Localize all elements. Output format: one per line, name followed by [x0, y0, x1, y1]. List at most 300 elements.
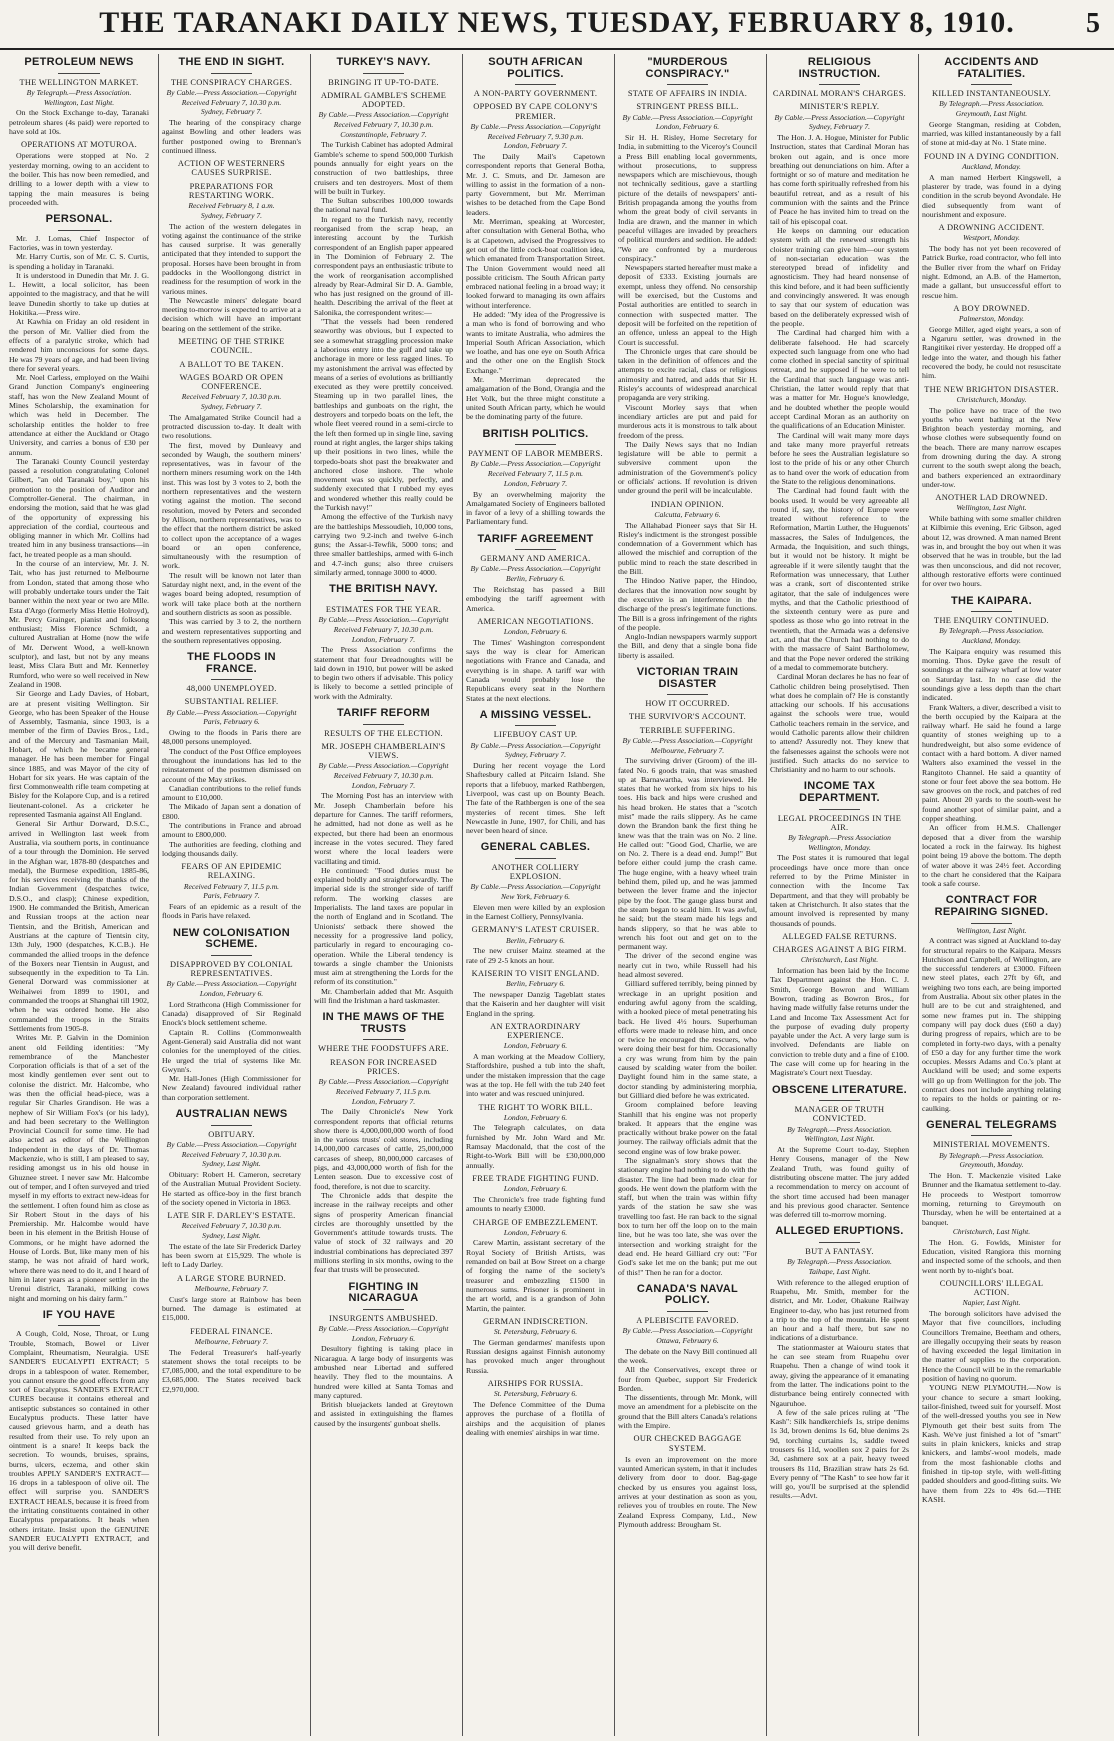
body-paragraph: Viscount Morley says that when incendiary articles are put and paid for murderous acts it is monstrous to talk about freedom of the press. — [618, 402, 757, 440]
subheading: MR. JOSEPH CHAMBERLAIN'S VIEWS. — [321, 741, 446, 761]
dateline: London, February 7. — [351, 1096, 416, 1106]
body-paragraph: The Allahabad Pioneer says that Sir H. Risley's indictment is the strongest possible condemnation of a Government which has allowed the mischief and corruption of the public mind to reach the state described in the Bill. — [618, 520, 757, 577]
article — [314, 581, 453, 701]
dateline: Received February 7, 10.30 p.m. — [333, 624, 434, 634]
body-paragraph: The Turkish Cabinet has adopted Admiral Gamble's scheme to spend 500,000 Turkish pounds annually for eight years on the construction of two battleships, three cruisers and ten destroyers. Most of them will be built in Turkey. — [314, 140, 453, 196]
headline-rule — [819, 809, 861, 810]
subheading: THE CONSPIRACY CHARGES. — [170, 77, 293, 87]
subheading: OBITUARY. — [208, 1129, 255, 1139]
dateline: Wellington, Last Night. — [956, 503, 1027, 513]
subheading: WHERE THE FOODSTUFFS ARE. — [318, 1044, 449, 1054]
article-headline: PERSONAL. — [45, 213, 113, 226]
article — [466, 707, 605, 836]
body-paragraph: George Stangman, residing at Cobden, married, was killed instantaneously by a fall of stone at mid-day at No. 1 State mine. — [922, 119, 1061, 148]
article — [314, 54, 453, 577]
dateline: London, February 6. — [503, 1041, 568, 1051]
body-paragraph: The conduct of the Post Office employees throughout the inundations has led to the reinstatement of the postmen dismissed on account of the May strikes. — [162, 746, 301, 784]
article — [9, 211, 149, 1303]
dateline: Taihape, Last Night. — [808, 1266, 871, 1276]
dateline: Christchurch, Last Night. — [952, 1226, 1031, 1236]
body-paragraph: The body has not yet been recovered of Patrick Burke, road contractor, who fell into the Buller river from the wharf on Friday night. Edmond, an A.B. of the Hamerton, made a gallant, but unsuccessful effort to rescue him. — [922, 244, 1061, 300]
subheading: INDIAN OPINION. — [651, 499, 724, 509]
dateline: London, February 7. — [503, 478, 568, 488]
article — [162, 649, 301, 921]
headline-rule — [363, 73, 405, 74]
dateline: Received February 7, 11.5 p.m. — [183, 881, 280, 891]
body-paragraph: Mr. Noel Carless, employed on the Waihi Grand Junction Company's engineering staff, has won the New Zealand Mount of Mines Scholarship, the examination for which was held in December. The scholarship entitles the holder to free attendance at either the Auckland or Otago University, and carries a bonus of £30 per annum. — [9, 373, 149, 457]
dateline: By Telegraph.—Press Association. — [939, 626, 1044, 636]
dateline: Calcutta, February 6. — [654, 509, 721, 519]
dateline: Melbourne, February 7. — [194, 1283, 269, 1293]
dateline: Greymouth, Last Night. — [955, 109, 1028, 119]
subheading: BRINGING IT UP-TO-DATE. — [328, 77, 439, 87]
headline-rule — [819, 84, 861, 85]
body-paragraph: Owing to the floods in Paris there are 48,000 persons unemployed. — [162, 728, 301, 747]
body-paragraph: Is even an improvement on the more vaunted American system, in that it includes delivery from door to door. Bag-gage checked by us ensures you against loss, arrives at your destination as soon as you, relieves you of troubles en route. The New Zealand Express Company, Ltd., New Plymouth address: Brougham St. — [618, 1454, 757, 1529]
body-paragraph: Writes Mr. P. Galvin in the Dominion anent old Feilding identities: "My remembrance of the Manchester Corporation officials is that of a set of the most kindly gentlemen ever sent out to colonise the district. Mr. Halcombe, who was then the official head-piece, was a regular Sir Charles Grandison. He was a nephew of Sir William Fox's (or his lady), and had been secretary to the Wellington Provincial Council for some time. He had also acted as editor of the Wellington Independent in the days of Dr. Thomas Mackenzie, who is still, I am pleased to say, residing amongst us in his old house in Ghuznee street. I never saw Mr. Halcombe out of temper, and I often surveyed and tried myself in my efforts to extract new-ideas for the settlement. I often found him as close as Sir Robert Stout in the days of his Premiership. Mr. Halcombe would have been in his element in the British House of Commons, or he might have adorned the House of Lords. But, like many men of his stamp, he was not afraid of hard work, where there was need to do it, and I heard of him in later years as a pioneer settler in the Urenui district, Taranaki, milking cows night and morning on his dairy farm." — [9, 1033, 149, 1303]
dateline: Sydney, Last Night. — [202, 1231, 261, 1241]
body-paragraph: He added: "My idea of the Progressive is a man who is fond of borrowing and who wants to imitate Australia, who admires the Imperial South African Association, which we loathe, and has one eye on South Africa and the other one on the English Stock Exchange." — [466, 310, 605, 375]
body-paragraph: Mr. Merriman, speaking at Worcester, after consultation with General Botha, who is at Capetown, advised the Progressives to get out of the little cock-boat coalition idea, which emanated from Transportation Street. The Union Government would need all possible criticism. The South African party embraced national feeling in a broad way; it looked forward to managing its own affairs without interference. — [466, 217, 605, 310]
article — [466, 54, 605, 422]
body-paragraph: Mr. Merriman deprecated the amalgamation of the Bond, Orangia and the Het Volk, but the three might constitute a united South African party, which he would be the dominating party of the future. — [466, 375, 605, 422]
subheading: THE RIGHT TO WORK BILL. — [478, 1102, 593, 1112]
body-paragraph: Sir H. H. Risley, Home Secretary for India, in submitting to the Viceroy's Council a Press Bill enabling local governments, without prosecutions, to suppress newspapers which are mischievous, though not technically seditious, gave a startling picture of the details of newspapers' anti-British propaganda among the youths from whom the great body of civil servants in India are drawn, and the manner in which peaceful villages are invaded by preachers of political murders and sedition. He added: "We are confronted by a murderous conspiracy." — [618, 133, 757, 263]
body-paragraph: The signalman's story shows that the stationary engine had nothing to do with the disaster. The line had been made clear for goods. He went down the platform with the staff, but when the train was within fifty yards of the station he saw she was travelling too fast. He ran back to the signal box to turn her off the loop on to the main line, but he was too late, she was over the intersection and working straight for the dead end. He heard Gilliard cry out: "For God's sake let me on the bank; put me out of this!" Then he ran for a doctor. — [618, 1155, 757, 1277]
body-paragraph: The Amalgamated Strike Council had a protracted discussion to-day. It dealt with two resolutions. — [162, 412, 301, 441]
subheading: WAGES BOARD OR OPEN CONFERENCE. — [179, 372, 284, 391]
subheading: THE ENQUIRY CONTINUED. — [934, 616, 1049, 626]
dateline: Napier, Last Night. — [962, 1298, 1021, 1308]
subheading: ANOTHER COLLIERY EXPLOSION. — [491, 862, 580, 882]
body-paragraph: The Hon. J. A. Hogue, Minister for Public Instruction, states that Cardinal Moran has broken out again, and is once more breathing out denunciations on him. After a fortnight or so of mature and meditation he has come forth spiritually refreshed from his beautiful retreat, and as a result of his communion with the saints and the Prince of Peace he has invited him to tread on the tail of his episcopal coat. — [770, 133, 910, 226]
headline-rule — [971, 611, 1013, 612]
dateline: Received February 7, 10.30 p.m. — [181, 392, 282, 402]
article-headline: NEW COLONISATION SCHEME. — [172, 926, 291, 951]
dateline: Received February 7, 10.30 p.m. — [181, 1149, 282, 1159]
subheading: GERMAN INDISCRETION. — [482, 1316, 589, 1326]
body-paragraph: While bathing with some smaller children at Kilbirnie this evening, Eric Gibson, aged about 12, was drowned. A man named Brent was in, and brought the boy out when it was observed that he was in trouble, but the lad was then unconscious, and did not recover, although restorative efforts were continued for over two hours. — [922, 514, 1061, 589]
body-paragraph: An officer from H.M.S. Challenger deposed that a diver from the warship located a rock in the fairway. Its highest point being 19 above the bottom. The depth of water above it was 24½ feet. According to the chart he considered that the Kaipara took a safe course. — [922, 823, 1061, 889]
headline-rule — [971, 923, 1013, 924]
masthead — [0, 0, 1114, 50]
body-paragraph: The Cardinal will wait many more days and take many more prayerful retreats before he sees the Australian legislature so lost to the pride of his or any other Church as to hand over the work of education from the State to the religious denominations. — [770, 430, 909, 486]
dateline: London, February 6. — [503, 627, 568, 637]
body-paragraph: A few of the sale prices ruling at "The Kash": Silk handkerchiefs 1s, stripe denims 1s 3d, brown denims 1s 6d, blue denims 2s 9d, torching curtains 1s, saddle tweed trousers 6s 11d, woollen sox 2 pairs for 2s 3d, cashmere sox at a pair, heavy tweed trousers 8s 11d, Brazilian straw hats 2s 6d. Every penny of "The Kash" to see how far it will go, you'll be surprised at the splendid results.—Advt. — [770, 1407, 909, 1501]
article-headline: IN THE MAWS OF THE TRUSTS — [322, 1011, 445, 1035]
subheading: THE WELLINGTON MARKET. — [19, 77, 139, 87]
dateline: London, February 7. — [351, 634, 416, 644]
dateline: Greymouth, Monday. — [959, 1160, 1024, 1170]
dateline: By Cable.—Press Association.—Copyright — [318, 615, 449, 625]
dateline: Constantinople, February 7. — [340, 129, 427, 139]
headline-rule — [515, 725, 557, 726]
article-headline: VICTORIAN TRAIN DISASTER — [636, 665, 739, 690]
subheading: OPERATIONS AT MOTUROA. — [20, 140, 138, 150]
dateline: Sydney, Last Night. — [202, 1159, 261, 1169]
article-headline: CONTRACT FOR REPAIRING SIGNED. — [934, 894, 1049, 918]
subheading: KILLED INSTANTANEOUSLY. — [931, 89, 1051, 99]
body-paragraph: The driver of the second engine was nearly cut in two, while Russell had his head almost severed. — [618, 951, 757, 980]
article-headline: "MURDEROUS CONSPIRACY." — [645, 56, 730, 80]
dateline: By Cable.—Press Association.—Copyright — [622, 1326, 753, 1336]
dateline: By Cable.—Press Association.—Copyright — [318, 1323, 449, 1333]
article — [770, 1223, 909, 1500]
body-paragraph: Cardinal Moran declares he has no fear of Catholic children being proselytised. Then what does he complain of? He is constantly attacking our schools. If his accusations against the schools were true, would Catholic teachers remain in the service, and would Catholic parents allow their children to attend? Assuredly not. They knew that the falsenesses against the schools were not justified. Such attacks do no service to Christianity and no harm to our schools. — [770, 672, 909, 775]
body-paragraph: The stationmaster at Waiouru states that he can see steam from Ruapehu over Ruapehu. Then a change of wind took it away, giving the appearance of it emanating from the latter. The indications point to the disturbance being entirely connected with Ngauruhoe. — [770, 1342, 909, 1408]
subheading: MINISTER'S REPLY. — [799, 102, 880, 112]
subheading: TERRIBLE SUFFERING. — [639, 725, 736, 735]
article-headline: SOUTH AFRICAN POLITICS. — [488, 56, 583, 80]
dateline: By Cable.—Press Association.—Copyright — [470, 459, 601, 469]
body-paragraph: Lord Strathcona (High Commissioner for Canada) disapproved of Sir Reginald Enock's block settlement scheme. — [162, 999, 301, 1028]
dateline: Paris, February 6. — [203, 717, 260, 727]
subheading: LATE SIR F. DARLEY'S ESTATE. — [167, 1211, 296, 1221]
body-paragraph: A man named Herbert Kingswell, a plasterer by trade, was found in a dying condition in the scrub beyond Avondale. He died subsequently from want of nourishment and exposure. — [922, 172, 1061, 219]
subheading: MINISTERIAL MOVEMENTS. — [932, 1140, 1051, 1150]
body-paragraph: Groom complained before leaving Stanhill that his engine was not properly braked. It appears that the engine was practically without brake power on the fatal journey. The railway officials admit that the second engine was of low brake power. — [618, 1100, 757, 1156]
headline-rule — [515, 858, 557, 859]
subheading: INSURGENTS AMBUSHED. — [329, 1313, 438, 1323]
dateline: By Cable.—Press Association.—Copyright — [166, 707, 297, 717]
body-paragraph: The dissentients, through Mr. Monk, will move an amendment for a plebiscite on the ground that the Bill alters Canada's relations with the Empire. — [618, 1393, 757, 1430]
body-paragraph: Mr. J. Lomas, Chief Inspector of Factories, was in town yesterday. — [9, 233, 149, 252]
subheading: COUNCILLORS' ILLEGAL ACTION. — [939, 1278, 1044, 1298]
column-1 — [6, 54, 152, 1736]
body-paragraph: The Cardinal had charged him with a deliberate falsehood. He had scarcely expected such language from one who had come clothed in special sanctity of spiritual retreat, and he supposed if he were to tell the Cardinal that such language was anti-Christian, the latter would reply that that was a matter for Mr. Hogue's knowledge, and he doubted whether the people would accept Cardinal Moran as an authority on the qualifications of an Education Minister. — [770, 328, 909, 431]
body-paragraph: Desultory fighting is taking place in Nicaragua. A large body of insurgents was ambushed near Libertad and suffered heavily. They fled to the mountains. A hundred were killed at Santa Tomas and many captured. — [314, 1344, 453, 1400]
body-paragraph: Fears of an epidemic as a result of the floods in Paris have relaxed. — [162, 902, 301, 921]
article — [9, 1307, 149, 1553]
body-paragraph: The authorities are feeding, clothing and lodging thousands daily. — [162, 839, 301, 858]
article — [162, 54, 301, 645]
headline-rule — [363, 600, 405, 601]
article — [922, 1117, 1061, 1504]
headline-rule — [667, 1311, 709, 1312]
dateline: By Cable.—Press Association.—Copyright — [622, 735, 753, 745]
body-paragraph: The Hon. T. Mackenzie visited Lake Brunner and the Ikamatua settlement to-day. He proceeds to Westport tomorrow morning, returning to Greymouth on Thursday, when he will be entertained at a banquet. — [922, 1171, 1061, 1227]
body-paragraph: The police have no trace of the two youths who went bathing at the New Brighton beach yesterday morning, and whose clothes were subsequently found on the beach. There are many narrow escapes from drowning during the day. A strong current to the south swept along the beach, and bathers experienced an extraordinary under-tow. — [922, 405, 1061, 489]
body-paragraph: The Chronicle adds that despite the increase in the railway receipts and other signs of prosperity American financial circles are thoroughly unsettled by the Government's attitude towards trusts. The value of stock of 32 railways and 20 industrial combinations has depreciated 397 millions sterling in six months, owing to the fear that trusts will be prosecuted. — [314, 1190, 453, 1275]
dateline: Sydney, February 7. — [200, 210, 263, 220]
headline-rule — [58, 230, 100, 231]
body-paragraph: The Press Association confirms the statement that four Dreadnoughts will be laid down in 1910, but power will be asked to begin two others if advisable. This policy is likely to become a settled principle of work with the Admiralty. — [314, 645, 453, 701]
article-headline: TURKEY'S NAVY. — [336, 56, 431, 68]
subheading: DISAPPROVED BY COLONIAL REPRESENTATIVES. — [170, 959, 293, 979]
body-paragraph: General Sir Arthur Dorward, D.S.C., arrived in Wellington last week from Australia, via southern ports, in continuance of a tour through the Dominion. He served in the Afghan war, 1878-80 (despatches and medal), the Burmese expedition, 1885-86, for his services receiving the thanks of the Indian Government (despatches twice, D.S.O., and clasp); Chinese expedition, 1900. He commanded the British, American and Russian troops at the action near Tientsin, and the British, American and Austrians at the capture of Tientsin city, 13th July, 1900 (despatches, K.C.B.). He commanded the allied troops in the defence of the Boxers near Tientsin in August, and subsequently in the expedition to Ta Lin. General Dorward was commissioner at Weihaiwei from 1899 to 1901, and commanded the troops at Shanghai till 1902, when he was ordered home. He also commanded the troops in the Straits Settlements from 1905-8. — [9, 819, 149, 1033]
dateline: Berlin, February 6. — [505, 574, 566, 584]
headline-rule — [363, 724, 405, 725]
body-paragraph: During her recent voyage the Lord Shaftesbury called at Pitcairn Island. She reports that a lifebuoy, marked Rathbergen, Liverpool, was cast up on Bounty Beach. The fate of the Rathbergen is one of the sea mysteries of recent times. She left Newcastle in June, 1907, for Chili, and has never been heard of since. — [466, 761, 605, 836]
dateline: By Cable.—Press Association.—Copyright — [774, 112, 905, 122]
article-headline: RELIGIOUS INSTRUCTION. — [798, 56, 881, 80]
dateline: Wellington, Last Night. — [43, 97, 115, 107]
headline-rule — [819, 1242, 861, 1243]
article — [162, 1106, 301, 1394]
subheading: LEGAL PROCEEDINGS IN THE AIR. — [777, 813, 902, 832]
dateline: London, February 7. — [351, 780, 416, 790]
article — [618, 664, 757, 1277]
dateline: London, February 6. — [503, 1112, 568, 1122]
dateline: Melbourne, February 7. — [650, 745, 725, 755]
article-headline: INCOME TAX DEPARTMENT. — [799, 780, 880, 805]
article-headline: PETROLEUM NEWS — [24, 56, 134, 68]
subheading: LIFEBUOY CAST UP. — [493, 730, 578, 740]
dateline: Ottawa, February 6. — [656, 1335, 719, 1345]
subheading: A NON-PARTY GOVERNMENT. — [473, 89, 598, 99]
body-paragraph: A man working at the Meadow Colliery, Staffordshire, pushed a tub into the shaft, under the mistaken impression that the cage was at the top. He fell with the tub 240 feet into water and was rescued uninjured. — [466, 1052, 605, 1099]
article-headline: CANADA'S NAVAL POLICY. — [636, 1282, 739, 1307]
body-paragraph: The first, moved by Dunleavy and seconded by Waugh, the southern miners' representatives, was in favour of the northern miners resuming work on the 14th inst. This was lost by 3 votes to 2, both the northern representatives and the western voting against the motion. The second resolution, moved by Peters and seconded by Allison, northern representatives, was to the effect that the northern district be asked to collect upon the acceptance of a wages board or an open conference, simultaneously with the resumption of work. — [162, 440, 301, 571]
headline-rule — [515, 444, 557, 445]
subheading: THE NEW BRIGHTON DISASTER. — [924, 384, 1059, 394]
body-paragraph: The debate on the Navy Bill continued all the week. — [618, 1346, 757, 1365]
subheading: A LARGE STORE BURNED. — [177, 1273, 286, 1283]
dateline: Received February 7, 11.5 p.m. — [335, 1086, 432, 1096]
column-6 — [766, 54, 912, 1736]
dateline: Auckland, Monday. — [962, 636, 1021, 646]
subheading: GERMANY'S LATEST CRUISER. — [471, 925, 600, 935]
body-paragraph: The Federal Treasurer's half-yearly statement shows the total receipts to be £7,085,000, and the total expenditure to be £3,685,000. The States received back £2,970,000. — [162, 1347, 301, 1394]
dateline: By Telegraph.—Press Association. — [939, 1150, 1044, 1160]
article-headline: ALLEGED ERUPTIONS. — [775, 1225, 904, 1238]
subheading: CARDINAL MORAN'S CHARGES. — [772, 89, 907, 99]
body-paragraph: The Reichstag has passed a Bill embodying the tariff agreement with America. — [466, 584, 605, 613]
headline-rule — [211, 679, 253, 680]
body-paragraph: Captain R. Collins (Commonwealth Agent-General) said Australia did not want colonies for the unemployed of the cities. He urged the trial of systems like Mr. Gwynn's. — [162, 1027, 301, 1074]
dateline: Received February 7, 10.30 p.m. — [181, 97, 282, 107]
headline-rule — [58, 1325, 100, 1326]
subheading: A BOY DROWNED. — [953, 303, 1030, 313]
headline-rule — [211, 1125, 253, 1126]
article-headline: THE KAIPARA. — [950, 594, 1032, 607]
body-paragraph: On the Stock Exchange to-day, Taranaki petroleum shares (4s paid) were reported to have sold at 10s. — [9, 108, 149, 136]
subheading: FREE TRADE FIGHTING FUND. — [472, 1173, 599, 1183]
body-paragraph: The contributions in France and abroad amount to £800,000. — [162, 821, 301, 840]
dateline: By Telegraph.—Press Association — [788, 833, 891, 843]
body-paragraph: In regard to the Turkish navy, recently reorganised from the scrap heap, an interesting account by the Turkish correspondent of an English paper appeared in The Dominion of February 2. The correspondent pays an enthusiastic tribute to the work of reorganisation accomplished already by Rear-Admiral Sir D. A. Gamble, who has just resigned on the ground of ill-health. Describing the arrival of the fleet at Salonika, the correspondent writes:— — [314, 214, 453, 317]
subheading: THE SURVIVOR'S ACCOUNT. — [628, 712, 747, 722]
subheading: CHARGES AGAINST A BIG FIRM. — [772, 945, 907, 955]
article — [770, 778, 909, 1077]
subheading: FEDERAL FINANCE. — [190, 1326, 273, 1336]
newspaper-title: THE TARANAKI DAILY NEWS, TUESDAY, FEBRUARY 8, 1910. — [99, 6, 1015, 39]
body-paragraph: He keeps on damning our education system with all the renewed strength his cloister training can give him—our system of non-sectarian education was the stereotyped bread of infidelity and agnosticism. They had heard nonsense of this kind before, and it had been sufficiently and convincingly answered. It was enough to say that our system of education was based on the deliberately expressed wish of the people. — [770, 225, 909, 328]
body-paragraph: The Mikado of Japan sent a donation of £800. — [162, 802, 301, 821]
body-paragraph: It is understood in Dunedin that Mr. J. G. L. Hewitt, a local solicitor, has been appointed to the magistracy, and that he will leave Dunedin shortly to take up duties at Hokitika.—Press wire. — [9, 270, 149, 318]
body-paragraph: The Hon. G. Fowlds, Minister for Education, visited Rangiora this morning and inspected some of the schools, and then went north by to-night's boat. — [922, 1237, 1061, 1275]
subheading: GERMANY AND AMERICA. — [480, 554, 591, 564]
dateline: By Cable.—Press Association.—Copyright — [318, 761, 449, 771]
dateline: London, February 6. — [503, 1227, 568, 1237]
body-paragraph: The new cruiser Mainz steamed at the rate of 29 2-5 knots an hour. — [466, 946, 605, 965]
body-paragraph: Among the effective of the Turkish navy are the battleships Messoudieh, 10,000 tons, carrying two 9.2-inch and twelve 6-inch guns; the Assar-i-Tewfik, 5000 tons; and three smaller battleships, armed with 6-inch and 4.7-inch guns; also three cruisers similarly armed, tonnage 3000 to 4000. — [314, 512, 453, 578]
dateline: Received February 7, 10.30 p.m. — [333, 771, 434, 781]
column-2 — [158, 54, 304, 1736]
body-paragraph: The Chronicle urges that care should be taken in the definition of offences and the attempts to excite racial, class or religious animosity and hatred, and adds that Sir H. Risley's accounts of widespread anarchical propaganda are very striking. — [618, 346, 757, 403]
body-paragraph: The Morning Post has an interview with Mr. Joseph Chamberlain before his departure for Cannes. The tariff reformers, he admitted, had not done as well as he expected, but there had been an enormous increase in the votes secured. They fared worst where the local leaders were vacillating and timid. — [314, 791, 453, 866]
dateline: By Cable.—Press Association.—Copyright — [470, 740, 601, 750]
dateline: London, February 6. — [503, 1184, 568, 1194]
body-paragraph: A Cough, Cold, Nose, Throat, or Lung Trouble, Stomach, Bowel or Liver Complaint, Rheumatism, Neuralgia. USE SANDER'S EUCALYPTI EXTRACT; 5 drops in a tablespoon of water. Remember, you cannot ensure the good effects from any sort of Eucalyptus. SANDER'S EXTRACT CURES because it contains ethereal and antiseptic substances so contained in other Eucalyptus products. These latter have caused grievous harm, and a death has resulted from their use. To rely upon an ointment is a snare! It keeps back the secretion. To wounds, bruises, sprains, burns, ulcers, eczema, and other skin troubles APPLY SANDER'S EXTRACT—16 drops in a tablespoon of olive oil. The effect will surprise you. SANDER'S EXTRACT HEALS, because it is freed from the irritating constituents contained in other Eucalyptus preparations. It heals when others irritate. Insist upon the GENUINE SANDER EUCALYPTI EXTRACT, and you will derive benefit. — [9, 1329, 149, 1553]
subheading: OUR CHECKED BAGGAGE SYSTEM. — [633, 1434, 742, 1453]
body-paragraph: Anglo-Indian newspapers warmly support the Bill, and deny that a single bona fide liberty is assailed. — [618, 632, 757, 660]
dateline: Received February 7, 10.30 p.m. — [181, 1221, 282, 1231]
dateline: Received February 7, 11.5 p.m. — [487, 469, 584, 479]
dateline: Berlin, February 6. — [505, 979, 566, 989]
dateline: Sydney, February 7. — [504, 750, 567, 760]
body-paragraph: Information has been laid by the Income Tax Department against the Hon. C. J. Smith, George Bowron and William Bowron, trading as Bowron Bros., for having made wilfully false returns under the Land and Income Tax Assessment Act for the purpose of evading duly property payable under the Act. A very large sum is involved. Defendants are liable on conviction to treble duty and a fine of £100. The case will come up for hearing in the Magistrate's Court next Tuesday. — [770, 966, 909, 1078]
dateline: By Telegraph.—Press Association. — [939, 99, 1044, 109]
subheading: CHARGE OF EMBEZZLEMENT. — [472, 1217, 599, 1227]
body-paragraph: The Hindoo Native paper, the Hindoo, declares that the innovation now sought by the executive is an interference in the discharge of the press's legitimate functions. The Bill is a gross infringement of the rights of the people. — [618, 576, 757, 632]
body-paragraph: Operations were stopped at No. 2 yesterday morning, owing to an accident to the boiler. This has now been remedied, and drilling to a lower depth with a view to tapping the main measures is being proceeded with. — [9, 151, 149, 207]
subheading: A PLEBISCITE FAVORED. — [636, 1315, 739, 1325]
body-paragraph: George Miller, aged eight years, a son of a Ngaruru settler, was drowned in the Rangitikei river yesterday. He dropped off a ledge into the water, and though his father recovered the body, he could not resuscitate him. — [922, 324, 1061, 381]
body-paragraph: He continued: "Food duties must be explained boldly and straightforwardly. The imperial side is the stronger side of tariff reform. The working classes are Imperialists. The land taxes are popular in the north of England and in Scotland. The Unionists' setback there showed the necessity for a progressive land policy, particularly in regard to encouraging co-operation. While the Liberal tendency is towards a single chamber the Unionists must aim at strengthening the Lords for the reform of its constitution." — [314, 865, 453, 987]
dateline: Paris, February 7. — [203, 891, 260, 901]
body-paragraph: YOUNG NEW PLYMOUTH.—Now is your chance to secure a smart looking, tailor-finished, tweed suit for yourself. Most of the well-dressed youths you see in New Plymouth get their best suits from The Kash. We've just finished a lot of "smart" suits in plain knickers, knicks and strap knickers, and lambs'-wool models, made from the most fashionable cloths and finished in tip-top style, with well-fitting padded shoulders and good-fitting suits. We have them from 22s to 49s 6d.—THE KASH. — [922, 1383, 1061, 1504]
body-paragraph: The Defence Committee of the Duma approves the purchase of a flotilla of airships and the acquisition of planes dealing with enemies' airships in war time. — [466, 1399, 605, 1437]
body-paragraph: The German gendarmes' manifests upon Russian designs against Finnish autonomy has provoked much anger throughout Russia. — [466, 1337, 605, 1375]
dateline: Received February 8, 1 a.m. — [188, 201, 275, 211]
dateline: By Telegraph.—Press Association. — [787, 1257, 892, 1267]
subheading: AMERICAN NEGOTIATIONS. — [477, 616, 594, 626]
body-paragraph: Canadian contributions to the relief funds amount to £10,000. — [162, 783, 301, 803]
dateline: Received February 7, 9.30 p.m. — [487, 131, 584, 141]
subheading: OPPOSED BY CAPE COLONY'S PREMIER. — [473, 102, 598, 121]
subheading: AIRSHIPS FOR RUSSIA. — [487, 1378, 584, 1388]
article — [466, 426, 605, 527]
body-paragraph: Mr. Chamberlain added that Mr. Asquith will find the Irishman a hard taskmaster. — [314, 986, 453, 1006]
dateline: By Cable.—Press Association.—Copyright — [166, 87, 297, 97]
article-headline: AUSTRALIAN NEWS — [175, 1108, 288, 1121]
article-headline: FIGHTING IN NICARAGUA — [348, 1280, 419, 1305]
subheading: 48,000 UNEMPLOYED. — [186, 684, 277, 694]
body-paragraph: The result will be known not later than Saturday night next, and, in the event of the wages board being adopted, resumption of work will take place both at the northern and southern districts as soon as possible. — [162, 570, 301, 617]
body-paragraph: The surviving driver (Groom) of the ill-fated No. 6 goods train, that was smashed up at Barnawartha, was interviewed. He states that he worked from six hips to his toes. His back and hips were crushed and his head broken. He states that a "scotch mist" made the rails slippery. As he came down the Brandon bank the first thing he knew was that the train was on No. 2 line. He called out: "Good God, Charlie, we are on No. 2. There is a dead end. Jump!" But before either could jump the crash came. The huge engine, with a heavy wheel train behind them, piled up, and he was jammed between the lever frame and the injector pipe by the foot. The gauge glass burst and the steam began to scald him. It was awful, he said; but the steam made his legs and hands slippery, so that he was able to wrench his foot out and get on to the permanent way. — [618, 756, 757, 952]
body-paragraph: The hearing of the conspiracy charge against Bowling and other leaders was further postponed owing to Brennan's continued illness. — [162, 117, 301, 155]
body-paragraph: The Daily News says that no Indian legislature will be able to permit a subversive comment upon the administration of the Government's policy or officials' actions. If revolution is driven under ground the peril will be incalculable. — [618, 439, 757, 496]
headline-rule — [971, 84, 1013, 85]
article-headline: THE FLOODS IN FRANCE. — [187, 651, 276, 675]
body-paragraph: Gilliard suffered terribly, being pinned by wreckage in an upright position and enduring awful agony from the scalding, with a hooked piece of metal penetrating his back. He lived 4½ hours. Superhuman efforts were made to release him, and once or twice he encouraged the rescuers, who were doing their best for him. Occasionally a cry was wrung from him by the pain caused by scalding water from the boiler. Daylight found him in the same state, a doctor standing by administering morphia, but Gilliard died before he was extricated. — [618, 979, 757, 1100]
body-paragraph: Mr. Harry Curtis, son of Mr. C. S. Curtis, is spending a holiday in Taranaki. — [9, 252, 149, 271]
dateline: Sydney, February 7. — [200, 401, 263, 411]
dateline: London, February 6. — [199, 989, 264, 999]
article — [466, 531, 605, 703]
body-paragraph: In the course of an interview, Mr. J. N. Tait, who has just returned to Melbourne from London, stated that among those who will probably undertake tours under the Tait banner within the next year or two are Mlle. Esta d'Argo (formerly Miss Hettie Holroyd), Mr. Percy Grainger, pianist and folksong enthusiast; Miss Florence Schmidt, a cultured Australian at Home (now the wife of Mr. Derwent Wood, a well-known sculptor), and last, but not by any means least, Miss Clara Butt and Mr. Kennerley Rumford, who were so well received in New Zealand in 1908. — [9, 559, 149, 689]
subheading: PREPARATIONS FOR RESTARTING WORK. — [188, 181, 275, 200]
subheading: ADMIRAL GAMBLE'S SCHEME ADOPTED. — [320, 90, 447, 110]
article — [466, 839, 605, 1437]
article-headline: TARIFF REFORM — [337, 707, 430, 720]
article — [314, 705, 453, 1005]
dateline: London, February 7. — [503, 141, 568, 151]
subheading: STATE OF AFFAIRS IN INDIA. — [627, 89, 748, 99]
body-paragraph: By an overwhelming majority the Amalgamated Society of Engineers balloted in favor of a levy of a shilling towards the Parliamentary fund. — [466, 489, 605, 527]
article-headline: TARIFF AGREEMENT — [477, 532, 594, 545]
body-paragraph: The borough solicitors have advised the Mayor that five councillors, including Councillors Tremaine, Beetham and others, are illegally occupying their seats by reason of having exceeded the legal limitation in the matter of supplies to the corporation. Hence the Council will be in the remarkable position of having no quorum. — [922, 1309, 1061, 1384]
subheading: MANAGER OF TRUTH CONVICTED. — [794, 1105, 885, 1124]
article — [314, 1009, 453, 1274]
dateline: Melbourne, February 7. — [194, 1336, 269, 1346]
article — [314, 1279, 453, 1428]
article — [618, 54, 757, 660]
subheading: ACTION OF WESTERNERS CAUSES SURPRISE. — [177, 159, 286, 178]
article-headline: GENERAL TELEGRAMS — [926, 1118, 1057, 1131]
dateline: St. Petersburg, February 6. — [493, 1389, 578, 1399]
body-paragraph: With reference to the alleged eruption of Ruapehu, Mr. Smith, member for the district, and Mr. Loder, Ohakune Railway Engineer to-day, who has just returned from a trip to the top of the mountain. He spent an hour and a half there, but saw no indications of a disturbance. — [770, 1277, 909, 1343]
body-paragraph: Cust's large store at Rainbow has been burned. The damage is estimated at £15,000. — [162, 1294, 301, 1323]
subheading: FOUND IN A DYING CONDITION. — [924, 151, 1059, 161]
article — [922, 892, 1061, 1112]
subheading: ALLEGED FALSE RETURNS. — [782, 931, 897, 941]
body-paragraph: Newspapers started hereafter must make a deposit of £333. Existing journals are exempt, unless they offend. No censorship will be exercised, but the Customs and Postal authorities are entitled to search in connection with suspected matter. The deposit will be forfeited on the repetition of an offence, unless an appeal to the High Court is successful. — [618, 263, 757, 347]
body-paragraph: A contract was signed at Auckland to-day for structural repairs to the Kaipara. Messrs Hutchison and Campbell, of Wellington, are the successful tenderers at £3000. Fifteen new steel plates, each 27ft by 6ft, and weighing two tons each, are being imported from Australia. About six other plates in the hull are to be cut and straightened, and some new frames put in. The shipping company will pay dock dues (£60 a day) during progress of repairs, which are to be completed in forty-two days, with a penalty of £50 a day for any further time the work occupies. Messrs Adams and Co.'s plant at Auckland will be used; and some experts will go up from Wellington for the job. The contract does not include anything relating to repairs to the holds or painting or re-caulking. — [922, 936, 1061, 1113]
body-paragraph: The Sultan subscribes 100,000 towards the national naval fund. — [314, 196, 453, 215]
body-paragraph: The Kaipara enquiry was resumed this morning. Thos. Dyke gave the result of soundings at the railway wharf at low water on Saturday last. In no case did the soundings give a less depth than the chart indicated. — [922, 646, 1061, 703]
body-paragraph: The action of the western delegates in voting against the continuance of the strike has caused surprise. It was generally anticipated that they intended to support the proposal. Horses have been brought in from paddocks in the Woollongong district in readiness for the resumption of work in the various mines. — [162, 221, 301, 296]
headline-rule — [819, 1100, 861, 1101]
column-4 — [462, 54, 608, 1736]
subheading: RESULTS OF THE ELECTION. — [324, 728, 443, 738]
body-paragraph: At the Supreme Court to-day, Stephen Henry Cousens, manager of the New Zealand Truth, was found guilty of distributing obscene matter. The jury added a recommendation to mercy on account of the short time accused had been manager and his previous good character. Sentence was deferred till to-morrow morning. — [770, 1145, 909, 1220]
body-paragraph: Obituary: Robert H. Cameron, secretary of the Australian Mutual Provident Society. He started as office-boy in the first branch of the society opened in Victoria in 1863. — [162, 1169, 301, 1207]
dateline: London, February 6. — [351, 1333, 416, 1343]
article — [618, 1281, 757, 1529]
body-paragraph: British bluejackets landed at Greytown and assisted in extinguishing the flames caused by the insurgents' gunboat shells. — [314, 1400, 453, 1428]
headline-rule — [971, 1135, 1013, 1136]
article-headline: GENERAL CABLES. — [480, 841, 591, 854]
dateline: By Cable.—Press Association.—Copyright — [470, 882, 601, 892]
body-paragraph: The Post states it is rumoured that legal proceedings have once more than once referred to by the Prime Minister in connection with the Income Tax Department, and that they will probably be taken at Christchurch. It also states that the amount involved is represented by many thousands of pounds. — [770, 853, 909, 928]
dateline: By Cable.—Press Association.—Copyright — [622, 112, 753, 122]
dateline: London, February 6. — [655, 122, 720, 132]
headline-rule — [363, 1039, 405, 1040]
dateline: Sydney, February 7. — [808, 122, 871, 132]
subheading: PAYMENT OF LABOR MEMBERS. — [468, 449, 603, 459]
body-paragraph: All the Conservatives, except three or four from Quebec, support Sir Frederick Borden. — [618, 1365, 757, 1393]
body-paragraph: The Daily Mail's Capetown correspondent reports that General Botha, Mr. J. C. Smuts, and Dr. Jameson are willing to assist in the formation of a non-party Government, but Mr. Merriman wishes to be detached from the Cape Bond leaders. — [466, 151, 605, 217]
article-headline: IF YOU HAVE — [42, 1308, 116, 1321]
dateline: New York, February 6. — [500, 892, 571, 902]
body-paragraph: The Cardinal had found fault with the books used. It would be very agreeable all round if, say, the history of Europe were treated without reference to the Reformation, Martin Luther, the Huguenots' massacres, the Sales of Indulgences, the Armada, the Inquisition, and such things, but it would not be history. It might be agreeable if it were silently taught that the Reformation was unnecessary, that Luther was a crank, sort of discontented strike agitator, that the sale of indulgences were myths, and that the Catholic priesthood of the sixteenth century were as pure and spotless as those who go into retreat in the twentieth, that the Armada was a defensive act, and that the Church had nothing to do with the massacre of Saint Bartholomew, and that the Pope never ordered the striking of a medal to commemorate butchery. — [770, 486, 909, 672]
article-headline: ACCIDENTS AND FATALITIES. — [944, 56, 1039, 80]
article — [770, 1082, 909, 1220]
body-paragraph: The Taranaki County Council yesterday passed a resolution congratulating Colonel Gilbert, "an old Taranaki boy," upon his promotion to the position of Auditor and Comptroller-General. The chairman, in endorsing the motion, said that he was glad of the opportunity of expressing his appreciation of the cordial, courteous and obliging manner in which Mr. Collins had treated him in any business transactions—in fact, he treated people as a man should. — [9, 456, 149, 559]
dateline: Christchurch, Monday. — [956, 394, 1027, 404]
headline-rule — [667, 84, 709, 85]
article — [9, 54, 149, 207]
body-paragraph: "That the vessels had been rendered seaworthy was obvious, but I expected to see a somewhat straggling procession make a laborious entry into the gulf and take up anchorage in more or less ragged lines. To my astonishment the arrival was effected by means of a series of evolutions as brilliantly executed as they were prettily conceived. Steaming up in two parallel lines, the battleships and gunboats on the right, the destroyers and torpedo boats on the left, the whole fleet veered round in a semi-circle to the left then formed up in single line, saving round at right angles, the larger ships taking up their positions in two lines, while the torpedo-boats shot past the breakwater and anchored close inshore. The whole movement was so quickly, perfectly, and suddenly executed that I rubbed my eyes and wondered whether this really could be the Turkish navy!" — [314, 317, 453, 512]
headline-rule — [515, 549, 557, 550]
article — [922, 593, 1061, 889]
subheading: AN EXTRAORDINARY EXPERIENCE. — [490, 1021, 581, 1041]
dateline: Westport, Monday. — [963, 233, 1020, 243]
article-headline: BRITISH POLITICS. — [482, 427, 589, 440]
column-5 — [614, 54, 760, 1736]
headline-rule — [363, 1309, 405, 1310]
dateline: By Cable.—Press Association.—Copyright — [318, 110, 449, 120]
body-paragraph: The Newcastle miners' delegate board meeting to-morrow is expected to arrive at a decision which will have an important bearing on the settlement of the strike. — [162, 295, 301, 333]
body-paragraph: The Telegraph calculates, on data furnished by Mr. John Ward and Mr. Ramsay Macdonald, that the cost of the Right-to-Work Bill will be £30,000,000 annually. — [466, 1123, 605, 1170]
subheading: REASON FOR INCREASED PRICES. — [330, 1057, 437, 1076]
dateline: Sydney, February 7. — [200, 107, 263, 117]
subheading: KAISERIN TO VISIT ENGLAND. — [471, 969, 600, 979]
body-paragraph: Eleven men were killed by an explosion in the Earnest Colliery, Pennsylvania. — [466, 902, 605, 922]
headline-rule — [211, 955, 253, 956]
